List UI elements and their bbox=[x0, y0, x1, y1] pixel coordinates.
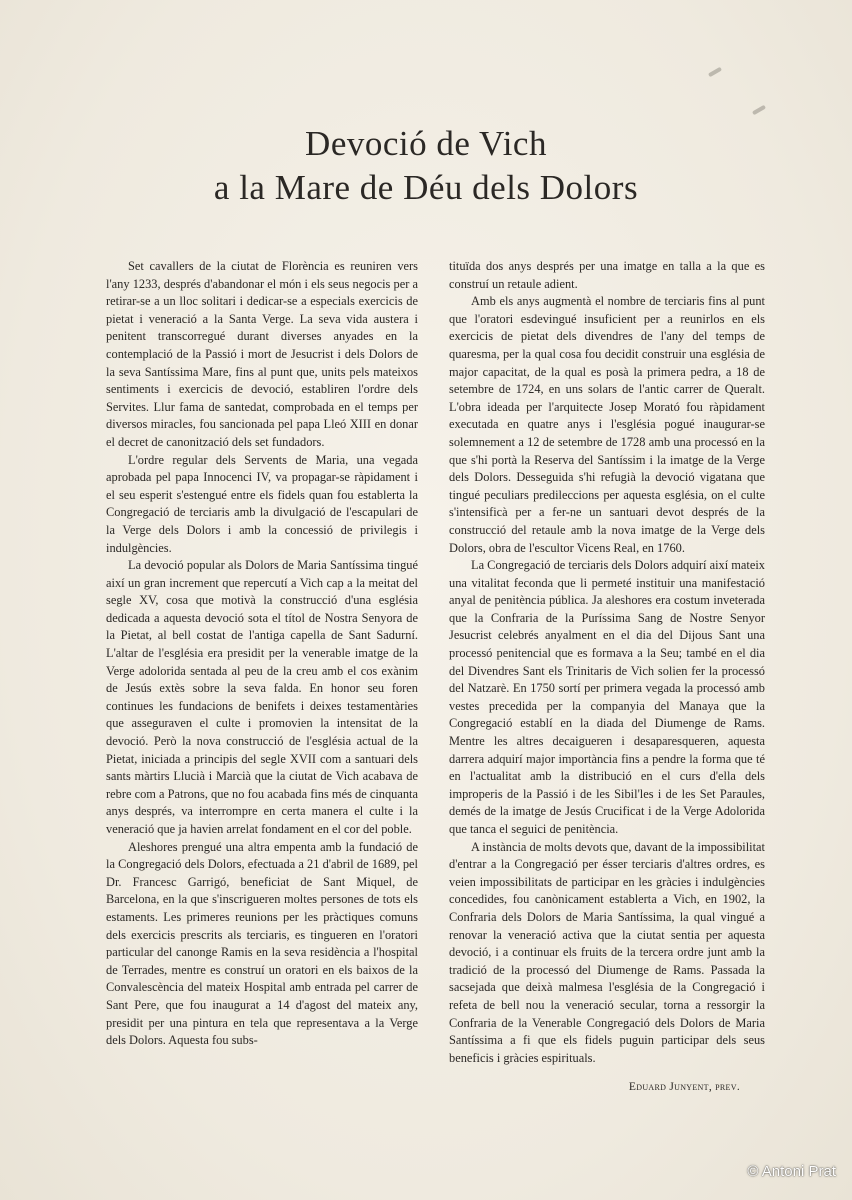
copyright-watermark: © Antoni Prat bbox=[747, 1163, 836, 1180]
paragraph: tituïda dos anys després per una imatge en talla a la que es construí un retaule adient. bbox=[449, 259, 765, 291]
paragraph: A instància de molts devots que, davant de la impossibilitat d'entrar a la Congregació per ésser terciaris d'altres ordres, es veien impossibilitats de participar en les gràcies i indulgències concedides, fou canònicament establerta a Vich, en 1902, la Confraria dels Dolors de Maria Santíssima, la qual vingué a renovar la veneració activa que la ciutat sentia per aquesta devoció, i a continuar els fruits de la tercera ordre junt amb la tradició de la processó del Diumenge de Rams. Passada la sacsejada que deixà malmesa l'església de la Congregació i refeta de bell nou la veneració secular, torna a ressorgir la Confraria de la Venerable Congregació dels Dolors de Maria Santíssima a fi que els fidels puguin participar dels seus beneficis i gràcies espirituals. bbox=[449, 839, 765, 1065]
paragraph: Set cavallers de la ciutat de Florència es reuniren vers l'any 1233, després d'abandonar el món i els seus negocis per a retirar-se a un lloc solitari i dedicar-se a especials exercicis de pietat i veneració a la Santa Verge. La seva vida austera i penitent transcorregué durant diverses anyades en la contemplació de la Passió i mort de Jesucrist i dels Dolors de la seva Santíssima Mare, fins al punt que, units pels mateixos sentiments i exercicis de devoció, establiren l'ordre dels Servites. Llur fama de santedat, comprobada en el temps per diversos miracles, fou sancionada pel papa Lleó XIII en donar el decret de canonització dels set fundadors. bbox=[106, 259, 418, 449]
paragraph: La Congregació de terciaris dels Dolors adquirí així mateix una vitalitat feconda que li permeté instituir una manifestació anyal de penitència pública. Ja aleshores era costum inveterada que la Confraria de la Puríssima Sang de Nostre Senyor Jesucrist celebrés anyalment en el dia del Dijous Sant una processó penitencial que es formava a la Seu; també en el dia del Divendres Sant els Trinitaris de Vich solien fer la processó del Natzarè. En 1750 sortí per primera vegada la processó amb vestes precedida per la companyia del Manaya que la Congregació establí en la diada del Diumenge de Rams. Mentre les altres decaigueren i desaparesqueren, aquesta darrera adquirí major importància fins a pendre la forma que té en l'actualitat amb la distribució en el curs d'ella dels improperis de la Passió i de les Sibil'les i de les Set Paraules, demés de la imatge de Jesús Crucificat i de la Verge Adolorida que tanca el seguici de penitència. bbox=[449, 558, 765, 836]
text-column-left bbox=[106, 258, 418, 1050]
paragraph: L'ordre regular dels Servents de Maria, una vegada aprobada pel papa Innocenci IV, va propagar-se ràpidament i el seu esperit s'estengué entre els fidels quan fou establerta la Congregació de terciaris amb la divulgació de l'escapulari de la Verge dels Dolors i amb la concessió de privilegis i indulgències. bbox=[106, 452, 418, 555]
author-signature: Eduard Junyent, prev. bbox=[628, 1081, 740, 1093]
paragraph: La devoció popular als Dolors de Maria Santíssima tingué així un gran increment que repercutí a Vich cap a la meitat del segle XV, cosa que motivà la construcció d'una església dedicada a aquesta devoció sota el títol de Nostra Senyora de la Pietat, al bell costat de l'antiga capella de Sant Sadurní. L'altar de l'església era presidit per la venerable imatge de la Verge adolorida sentada al peu de la creu amb el cos exànim de Jesús extès sobre la seva falda. En honor seu foren continues les fundacions de benifets i deixes testamentàries que asseguraven el culte i promovien la intensitat de la devoció. Però la nova construcció de l'església actual de la Pietat, iniciada a principis del segle XVII com a santuari dels sants màrtirs Llucià i Marcià que la ciutat de Vich acabava de rebre com a Patrons, que no fou acabada fins més de cinquanta anys després, va interrompre en certa manera el culte i la veneració que ja havien arrelat fondament en el cor del poble. bbox=[106, 558, 418, 836]
page-title bbox=[0, 122, 852, 210]
paragraph: Aleshores prengué una altra empenta amb la fundació de la Congregació dels Dolors, efectuada a 21 d'abril de 1689, pel Dr. Francesc Garrigó, beneficiat de Sant Miquel, de Barcelona, en la que s'inscrigueren moltes persones de tots els estaments. Les primeres reunions per les pràctiques comuns dels exercicis prescrits als terciaris, es tingueren en l'oratori particular del canonge Ramis en la seva residència a l'hospital de Terrades, mentre es construí un oratori en els baixos de la Convalescència del mateix Hospital amb entrada pel carrer de Sant Pere, que fou inaugurat a 14 d'agost del mateix any, presidit per una pintura en tela que representava a la Verge dels Dolors. Aquesta fou subs- bbox=[106, 839, 418, 1048]
paragraph: Amb els anys augmentà el nombre de terciaris fins al punt que l'oratori esdevingué insuficient per a reunirlos en els exercicis de pietat dels divendres de l'any del temps de quaresma, per la qual cosa fou decidit construir una església de major capacitat, de la qual es posà la primera pedra, a 18 de setembre de 1724, en uns solars de l'antic carrer de Queralt. L'obra ideada per l'arquitecte Josep Morató fou ràpidament executada en quatre anys i l'església pogué inaugurar-se solemnement a 12 de setembre de 1728 amb una processó en la que s'hi portà la Reserva del Santíssim i la imatge de la Verge dels Dolors. Desseguida s'hi refugià la devoció vigatana que tingué peculiars predileccions per aquesta església, on el culte s'intensificà per a fer-ne un santuari devot després de la construcció del retaule amb la nova imatge de la Verge dels Dolors, obra de l'escultor Vicens Real, en 1760. bbox=[449, 294, 765, 555]
title-line-2: a la Mare de Déu dels Dolors bbox=[213, 168, 639, 207]
paper-mark bbox=[708, 67, 722, 77]
paper-mark bbox=[752, 105, 766, 115]
text-column-right bbox=[449, 258, 765, 1067]
title-line-1: Devoció de Vich bbox=[305, 124, 547, 163]
